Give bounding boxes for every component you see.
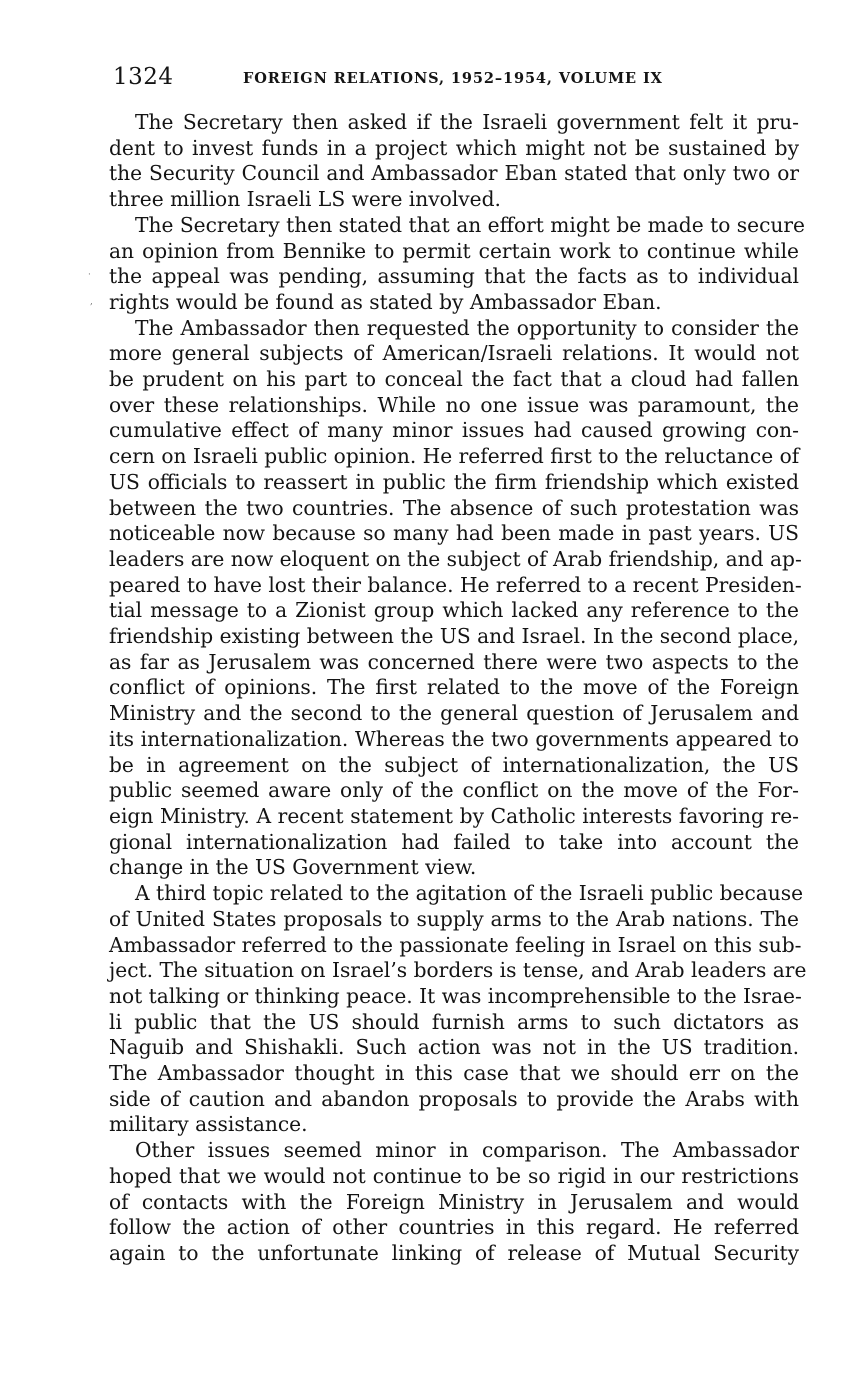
paragraph (109, 212, 805, 316)
text-line: The Ambassador then requested the opportunity to consider the (135, 315, 799, 340)
paragraph (109, 315, 802, 881)
text-line: ject. The situation on Israel’s borders is tense, and Arab leaders are (109, 958, 807, 983)
text-line: military assistance. (109, 1112, 308, 1137)
text-line: Ambassador referred to the passionate feeling in Israel on this sub- (109, 932, 802, 957)
text-line: cumulative effect of many minor issues had caused growing con- (109, 418, 799, 443)
text-line: tial message to a Zionist group which lacked any reference to the (109, 598, 799, 623)
body-text (109, 110, 807, 1267)
text-line: be in agreement on the subject of internationalization, the US (109, 752, 799, 777)
text-line: the Security Council and Ambassador Eban stated that only two or (109, 161, 799, 186)
margin-mark: · (88, 270, 91, 280)
text-line: the appeal was pending, assuming that the facts as to individual (109, 264, 799, 289)
text-line: friendship existing between the US and Israel. In the second place, (109, 624, 799, 649)
running-title: FOREIGN RELATIONS, 1952–1954, VOLUME IX (243, 70, 663, 87)
text-line: Ministry and the second to the general question of Jerusalem and (109, 701, 799, 726)
paragraph (109, 1138, 799, 1267)
text-line: eign Ministry. A recent statement by Catholic interests favoring re- (109, 803, 799, 828)
text-line: gional internationalization had failed to take into account the (109, 829, 799, 854)
text-line: three million Israeli LS were involved. (109, 187, 501, 212)
text-line: public seemed aware only of the conflict on the move of the For- (109, 778, 799, 803)
text-line: of United States proposals to supply arms to the Arab nations. The (109, 906, 799, 931)
text-line: side of caution and abandon proposals to provide the Arabs with (109, 1086, 799, 1111)
text-line: not talking or thinking peace. It was incomprehensible to the Israe- (109, 983, 802, 1008)
text-line: peared to have lost their balance. He referred to a recent Presiden- (109, 572, 802, 597)
text-line: leaders are now eloquent on the subject of Arab friendship, and ap- (109, 546, 802, 571)
page-header (113, 62, 803, 96)
text-line: A third topic related to the agitation of the Israeli public because (135, 881, 804, 906)
margin-mark: , (90, 297, 93, 307)
text-line: cern on Israeli public opinion. He referred first to the reluctance of (109, 444, 800, 469)
text-line: li public that the US should furnish arms to such dictators as (109, 1009, 799, 1034)
text-line: again to the unfortunate linking of release of Mutual Security (109, 1240, 799, 1265)
text-line: The Secretary then stated that an effort might be made to secure (135, 212, 805, 237)
text-line: conflict of opinions. The first related to the move of the Foreign (109, 675, 799, 700)
text-line: change in the US Government view. (109, 855, 477, 880)
text-line: The Secretary then asked if the Israeli government felt it pru- (135, 110, 799, 134)
text-line: follow the action of other countries in this regard. He referred (109, 1215, 799, 1240)
paragraph (109, 881, 807, 1138)
text-line: be prudent on his part to conceal the fact that a cloud had fallen (109, 367, 799, 392)
text-line: of contacts with the Foreign Ministry in Jerusalem and would (109, 1189, 799, 1214)
text-line: rights would be found as stated by Ambassador Eban. (109, 289, 662, 314)
text-line: dent to invest funds in a project which might not be sustained by (109, 135, 799, 160)
text-line: US officials to reassert in public the firm friendship which existed (109, 469, 799, 494)
text-line: between the two countries. The absence of such protestation was (109, 495, 799, 520)
text-line: over these relationships. While no one issue was paramount, the (109, 392, 799, 417)
text-line: its internationalization. Whereas the two governments appeared to (109, 726, 799, 751)
text-line: Other issues seemed minor in comparison. The Ambassador (135, 1138, 799, 1163)
text-line: noticeable now because so many had been made in past years. US (109, 521, 799, 546)
text-line: an opinion from Bennike to permit certain work to continue while (109, 238, 799, 263)
text-line: hoped that we would not continue to be so rigid in our restrictions (109, 1163, 799, 1188)
text-line: more general subjects of American/Israeli relations. It would not (109, 341, 799, 366)
paragraph (109, 110, 799, 213)
text-line: as far as Jerusalem was concerned there were two aspects to the (109, 649, 799, 674)
text-line: The Ambassador thought in this case that we should err on the (109, 1061, 799, 1086)
text-line: Naguib and Shishakli. Such action was not in the US tradition. (109, 1035, 799, 1060)
page-number: 1324 (113, 64, 174, 90)
